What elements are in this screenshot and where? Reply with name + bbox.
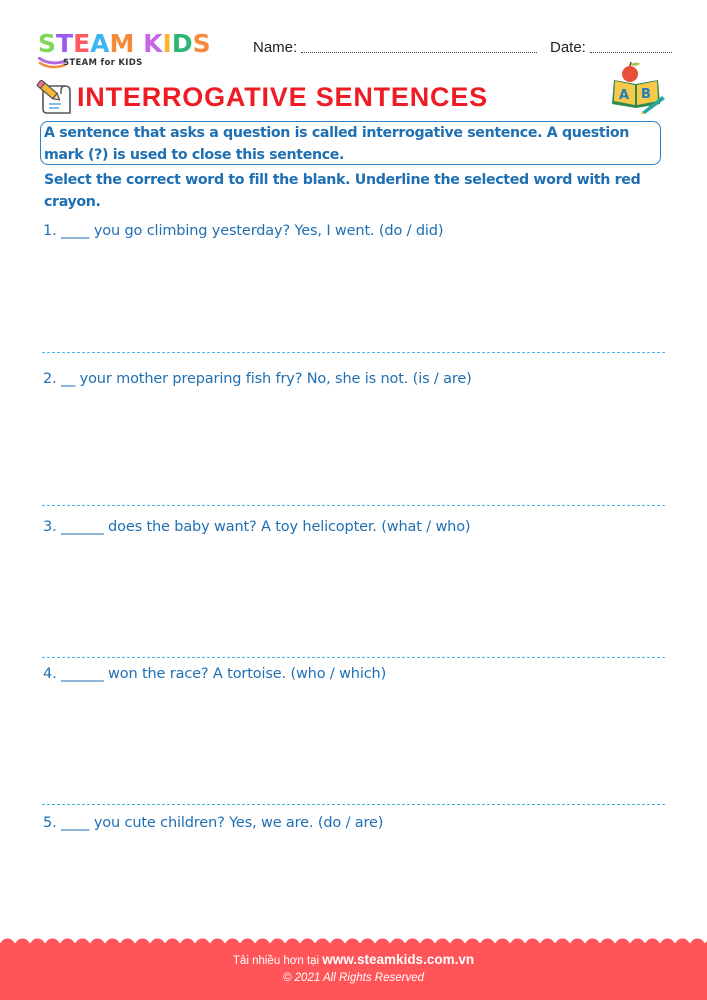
logo-letter: A xyxy=(90,29,110,58)
footer-copyright: © 2021 All Rights Reserved xyxy=(282,972,424,984)
logo-letter: I xyxy=(162,29,172,58)
footer-prefix: Tải nhiều hơn tại xyxy=(232,955,323,967)
logo-letter: E xyxy=(73,29,91,58)
question-5: 5. ____ you cute children? Yes, we are. (do / are) xyxy=(43,815,384,831)
question-2: 2. __ your mother preparing fish fry? No, she is not. (is / are) xyxy=(43,371,472,387)
logo-letter: S xyxy=(192,29,211,58)
logo-letter: D xyxy=(171,29,193,58)
footer-url-link[interactable]: www.steamkids.com.vn xyxy=(322,952,475,967)
pencil-paper-icon xyxy=(35,80,75,116)
question-3: 3. ______ does the baby want? A toy helicopter. (what / who) xyxy=(43,519,471,535)
question-4: 4. ______ won the race? A tortoise. (who / which) xyxy=(43,666,387,682)
steam-kids-logo xyxy=(38,30,238,74)
logo-letter: S xyxy=(38,29,57,58)
logo-letter: M xyxy=(109,29,135,58)
svg-text:B: B xyxy=(641,87,651,102)
logo-letter: K xyxy=(143,29,163,58)
logo-letter xyxy=(134,30,143,58)
name-field[interactable] xyxy=(301,52,537,53)
divider xyxy=(42,804,665,805)
question-1: 1. ____ you go climbing yesterday? Yes, I went. (do / did) xyxy=(43,223,444,239)
name-label: Name: xyxy=(253,39,298,56)
date-label: Date: xyxy=(550,39,586,56)
divider xyxy=(42,505,665,506)
footer-download-line xyxy=(0,952,707,967)
definition-text: A sentence that asks a question is called interrogative sentence. A question mark (?) is used to close this sentence. xyxy=(44,125,629,163)
logo-subtitle: STEAM for KIDS xyxy=(63,58,143,68)
instruction-text: Select the correct word to fill the blank. Underline the selected word with red crayon. xyxy=(44,172,641,210)
abc-book-icon xyxy=(606,60,666,114)
svg-text:A: A xyxy=(619,88,630,103)
logo-wordmark xyxy=(38,30,211,58)
divider xyxy=(42,352,665,353)
logo-letter: T xyxy=(56,29,74,58)
divider xyxy=(42,657,665,658)
date-field[interactable] xyxy=(590,52,672,53)
page-title: INTERROGATIVE SENTENCES xyxy=(77,82,488,112)
